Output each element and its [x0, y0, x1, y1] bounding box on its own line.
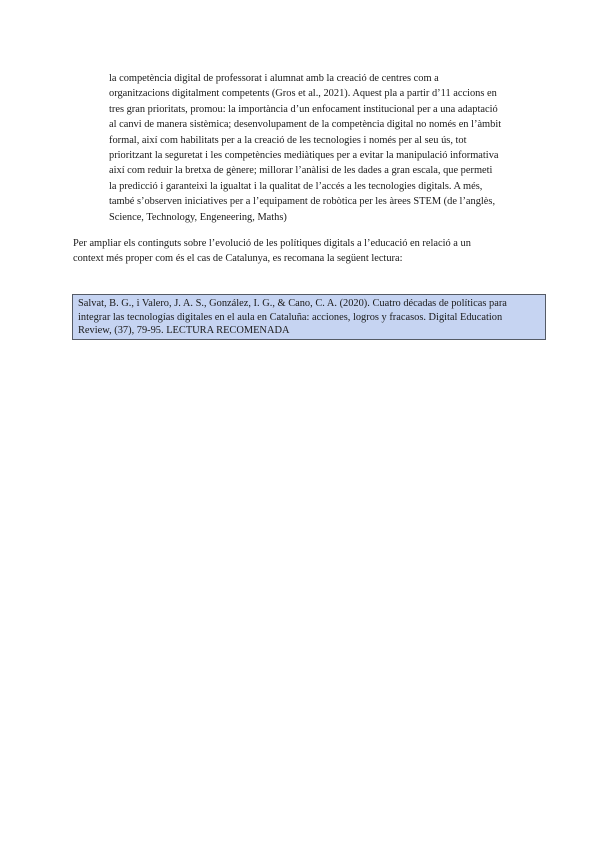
body-line: prioritzant la seguretat i les competències mediàtiques per a evitar la manipulació informativa — [109, 150, 499, 162]
body-line: també s’observen iniciatives per a l’equipament de robòtica per les àrees STEM (de l’anglès, — [109, 196, 496, 208]
body-line: al canvi de manera sistèmica; desenvolupament de la competència digital no només en l’àmbit — [109, 119, 502, 131]
reference-line: Salvat, B. G., i Valero, J. A. S., González, I. G., & Cano, C. A. (2020). Cuatro décadas de políticas para — [78, 298, 507, 309]
body-line: la competència digital de professorat i alumnat amb la creació de centres com a — [109, 73, 439, 84]
intro-line: context més proper com és el cas de Catalunya, es recomana la següent lectura: — [73, 253, 403, 265]
body-line: tres gran prioritats, promou: la importància d’un enfocament institucional per a una adaptació — [109, 103, 498, 115]
reference-line: integrar las tecnologías digitales en el aula en Cataluña: acciones, logros y fracasos. Digital Education — [78, 311, 503, 323]
body-line: així com reduir la bretxa de gènere; millorar l’anàlisi de les dades a gran escala, que permeti — [109, 165, 493, 177]
body-line: la predicció i garanteixi la igualtat i la qualitat de l’accés a les tecnologies digitals. A més, — [109, 180, 483, 192]
body-line: Science, Technology, Engeneering, Maths) — [109, 211, 287, 223]
body-paragraph — [109, 71, 534, 225]
reference-line: Review, (37), 79-95. LECTURA RECOMENADA — [78, 325, 290, 337]
body-line: formal, així com habilitats per a la creació de les tecnologies i només per al seu ús, tot — [109, 134, 467, 146]
body-line: organitzacions digitalment competents (Gros et al., 2021). Aquest pla a partir d’11 accions en — [109, 88, 497, 100]
recommended-reading-box — [72, 294, 546, 340]
reading-intro-paragraph — [73, 236, 533, 267]
intro-line: Per ampliar els continguts sobre l’evolució de les polítiques digitals a l’educació en relació a un — [73, 238, 471, 249]
